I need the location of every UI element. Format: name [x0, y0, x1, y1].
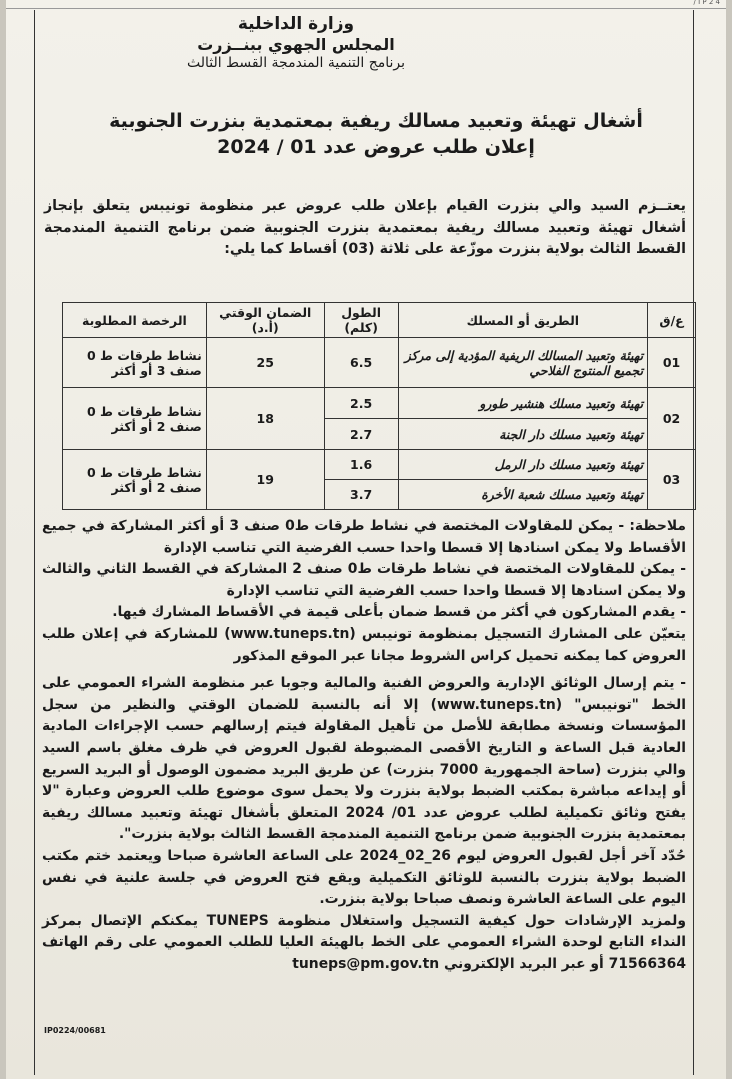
road-name: تهيئة وتعبيد مسلك هنشير طورو: [398, 388, 647, 419]
road-name: تهيئة وتعبيد مسلك دار الرمل: [398, 450, 647, 480]
road-name: تهيئة وتعبيد مسلك دار الجنة: [398, 419, 647, 450]
lot-number: 02: [648, 388, 696, 450]
lot-guarantee: 18: [206, 388, 324, 450]
header-guarantee: الضمان الوقتي (أ.د): [206, 303, 324, 338]
header-road: الطريق أو المسلك: [398, 303, 647, 338]
table-row: [63, 450, 696, 480]
intro-paragraph: يعتــزم السيد والي بنزرت القيام بإعلان طلب عروض عبر منظومة تونيبس يتعلق بإنجاز أشغال تهيئة وتعبيد مسالك ريفية بمعتمدية بنزرت الجنوبية ضمن برنامج التنمية المندمجة القسط الثالث بولاية بنزرت موزّعة على ثلاثة (03) أقساط كما يلي:: [44, 198, 686, 257]
note-paragraph: حُدّد آخر أجل لقبول العروض ليوم 26_02_2024 على الساعة العاشرة صباحا ويعتمد ختم مكتب الضبط بولاية بنزرت بالنسبة للوثائق التكميلية ويقع فتح العروض في جلسة علنية في نفس اليوم على الساعة العاشرة ونصف صباحا بولاية بنزرت.: [42, 847, 686, 908]
lot-number: 03: [648, 450, 696, 510]
road-name: تهيئة وتعبيد مسلك شعبة الأخرة: [398, 480, 647, 510]
notes-section: [42, 516, 686, 975]
council-name: المجلس الجهوي ببنــزرت: [197, 35, 395, 55]
top-rule: [6, 0, 726, 9]
note-paragraph: - يمكن للمقاولات المختصة في نشاط طرقات ط0 صنف 2 المشاركة في القسط الثاني والثالث ولا يمكن اسنادها إلا قسطا واحدا حسب الفرضية التي تناسب الإدارة: [42, 561, 686, 599]
header-num: ع/ق: [648, 303, 696, 338]
note-paragraph: ملاحظة: - يمكن للمقاولات المختصة في نشاط طرقات ط0 صنف 3 أو أكثر المشاركة في جميع الأقساط ولا يمكن اسنادها إلا قسطا واحدا حسب الفرضية التي تناسب الإدارة: [42, 518, 686, 556]
lot-license: نشاط طرقات ط 0 صنف 2 أو أكثر: [63, 450, 207, 510]
ministry-name: وزارة الداخلية: [237, 14, 355, 34]
table-row: [63, 338, 696, 388]
document-page: [6, 0, 726, 1079]
lot-number: 01: [648, 338, 696, 388]
note-paragraph: يتعيّن على المشارك التسجيل بمنظومة تونيبس (www.tuneps.tn) للمشاركة في إعلان طلب العروض كما يمكنه تحميل كراس الشروط مجانا عبر الموقع المذكور: [42, 625, 686, 664]
road-length: 6.5: [324, 338, 398, 388]
program-name: برنامج التنمية المندمجة القسط الثالث: [186, 55, 406, 72]
note-paragraph: - يقدم المشاركون في أكثر من قسط ضمان بأعلى قيمة في الأقساط المشارك فيها.: [112, 604, 686, 621]
road-length: 2.5: [324, 388, 398, 419]
table-row: [63, 388, 696, 419]
road-length: 1.6: [324, 450, 398, 480]
note-paragraph: ولمزيد الإرشادات حول كيفية التسجيل واستغلال منظومة TUNEPS يمكنكم الإتصال بمركز النداء التابع لوحدة الشراء العمومي على الخط بالهيئة العليا للطلب العمومي على رقم الهاتف 71566364 أو عبر البريد الإلكتروني tuneps@pm.gov.tn: [42, 912, 686, 972]
note-paragraph: - يتم إرسال الوثائق الإدارية والعروض الفنية والمالية وجوبا عبر منظومة الشراء العمومي على الخط "تونيبس" (www.tuneps.tn) إلا أنه بالنسبة للضمان الوقتي والنظير من سجل المؤسسات ونسخة مطابقة للأصل من تأهيل المقاولة فيتم إرسالهم حسب الإجراءات المادية العادية قبل الساعة و التاريخ الأقصى المضبوطة لقبول العروض في ظرف مغلق باسم السيد والي بنزرت (ساحة الجمهورية 7000 بنزرت) عن طريق البريد مضمون الوصول أو البريد السريع أو إيداعه مباشرة بمكتب الضبط بولاية بنزرت ولا يحمل سوى موضوع طلب العروض وعبارة "لا يفتح وثائق تكميلية لطلب عروض عدد 01/ 2024 المتعلق بأشغال تهيئة وتعبيد مسالك ريفية بمعتمدية بنزرت الجنوبية ضمن برنامج التنمية المندمجة القسط الثالث بولاية بنزرت".: [42, 675, 687, 843]
header-length: الطول (كلم): [324, 303, 398, 338]
corner-reference: I P 2 4 /: [693, 0, 720, 6]
lot-guarantee: 19: [206, 450, 324, 510]
lots-table: [62, 302, 696, 510]
road-name: تهيئة وتعبيد المسالك الريفية المؤدية إلى مركز تجميع المنتوج الفلاحي: [398, 338, 647, 388]
lot-license: نشاط طرقات ط 0 صنف 2 أو أكثر: [63, 388, 207, 450]
road-length: 3.7: [324, 480, 398, 510]
project-title: أشغال تهيئة وتعبيد مسالك ريفية بمعتمدية بنزرت الجنوبية: [109, 110, 643, 132]
table-header-row: [63, 303, 696, 338]
lot-license: نشاط طرقات ط 0 صنف 3 أو أكثر: [63, 338, 207, 388]
issuer-header: [166, 14, 426, 73]
header-license: الرخصة المطلوبة: [63, 303, 207, 338]
notice-titles: [66, 110, 686, 158]
lot-guarantee: 25: [206, 338, 324, 388]
tender-title: إعلان طلب عروض عدد 01 / 2024: [217, 136, 535, 158]
road-length: 2.7: [324, 419, 398, 450]
document-reference: IP0224/00681: [44, 1026, 106, 1035]
